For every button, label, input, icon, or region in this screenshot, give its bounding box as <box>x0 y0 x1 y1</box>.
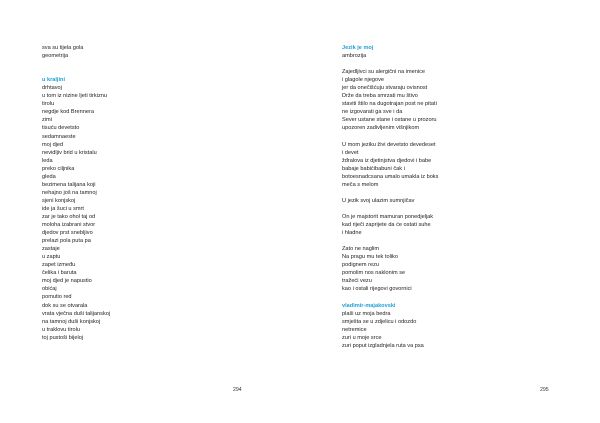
poem-line: u traklovu tirolu <box>42 326 80 333</box>
poem-line: obićaj <box>42 286 57 293</box>
poem-line: zimi <box>42 117 52 124</box>
stanza-gap <box>42 60 110 68</box>
poem-line: U jezik svoj ulazim sumnjičav <box>342 197 415 204</box>
poem-line: vrata vječna duši talijanskoj <box>42 310 111 317</box>
poem-line: sedamnaeste <box>42 133 76 140</box>
poem-line: toj pustoši bijeloj <box>42 334 84 341</box>
poem-line: drhtavoj <box>42 85 62 92</box>
poem-line: tirolu <box>42 101 55 108</box>
poem-line: leda <box>42 157 53 164</box>
poem-line: kao i ostali rijegovi govornici <box>342 286 412 293</box>
poem-line: preko ciljnika <box>42 165 75 172</box>
poem-line: negdje kod Brennera <box>42 109 94 116</box>
poem-title: vladimir-majakovski <box>342 302 396 309</box>
poem-line: Zato ne naglim <box>342 246 380 253</box>
poem-line: i hladne <box>342 230 362 237</box>
poem-line: i devet <box>342 149 359 156</box>
poem-line: zuri u moje srce <box>342 334 382 341</box>
poem-line: zuri poput izgladnjela ruta va psa <box>342 342 424 349</box>
poem-line: nevidljiv brid u kristalu <box>42 149 97 156</box>
poem-line: moloha izabrani stvor <box>42 222 96 229</box>
stanza-gap <box>342 237 438 245</box>
poem-line: zapet između <box>42 262 76 269</box>
poem-line: U mom jeziku živi devetsto devedeset <box>342 141 436 148</box>
poem-line: zar je tako ohol taj od <box>42 213 96 220</box>
poem-line: podignem rezu <box>342 262 380 269</box>
poem-title: Jezik je moj <box>342 45 374 51</box>
poem-line: meča s melom <box>342 181 379 188</box>
poem-line: moj djed je napustio <box>42 278 92 285</box>
poem-line: Sever ustane stane i ostane u prozoru <box>342 117 437 124</box>
poem-line: dok su se otvarala <box>42 302 88 309</box>
poem-line: tisuću devetsto <box>42 125 80 132</box>
poem-line: žđralova iz djetinjstva djedovi i babe <box>342 157 432 164</box>
poem-line: botoesnadcsana umalo umakla iz boks <box>342 173 439 180</box>
poem-line: zastaje <box>42 246 60 253</box>
poem-line: u tom iz nizine ljeti tirkiznu <box>42 93 107 100</box>
poem-line: plaši uz moja bedra <box>342 310 391 317</box>
poem-line: netremice <box>342 326 367 333</box>
poem-line: staviti štilo na dugotrajan post ne pitati <box>342 101 437 108</box>
stanza-gap <box>342 189 438 197</box>
poem-line: čelika i baruta <box>42 270 77 277</box>
poem-line: pomolim nos naklonim se <box>342 270 406 277</box>
poem-line: ne izgovarati ga sve i da <box>342 109 403 116</box>
poem-line: Drže da treba smrzati mu štivo <box>342 93 418 100</box>
right-page <box>300 0 600 423</box>
poem-line: gleda <box>42 173 56 180</box>
poem-line: bezimena talijana koji <box>42 181 96 188</box>
poem-line: ide ja šuci u smrt <box>42 205 84 212</box>
poem-line: moj djed <box>42 141 64 148</box>
opening-line: sva su tijela gola <box>42 45 84 51</box>
poem-line: na tamnoj duši konjskoj <box>42 318 101 325</box>
poem-line: kad riječi zaprijete da će ostati suhe <box>342 222 431 229</box>
poem-line: Zajedljivci su alergični na imenice <box>342 69 426 76</box>
poem-line: pomutio red <box>42 294 72 301</box>
left-text-column <box>42 44 110 342</box>
poem-subtitle: ambrozija <box>342 53 367 60</box>
poem-line: i glagole njegove <box>342 77 384 84</box>
stanza-gap <box>342 293 438 301</box>
stanza-gap <box>342 60 438 68</box>
poem-line: On je majstorit mamuran ponedjeljak <box>342 213 434 220</box>
poem-line: upozoren zadivljenim višnjikom <box>342 125 420 132</box>
right-text-column <box>342 44 438 350</box>
poem-line: babaje babićibabuni čak i <box>342 165 405 172</box>
opening-line: geometrija <box>42 53 69 60</box>
poem-title: u kraljini <box>42 77 66 84</box>
page-number: 294 <box>233 387 242 393</box>
poem-line: nehajno još na tamnoj <box>42 189 97 196</box>
poem-line: sjeni konjskoj <box>42 197 76 204</box>
stanza-gap <box>342 205 438 213</box>
stanza-gap <box>42 68 110 76</box>
poem-line: Na pragu mu tek toliko <box>342 254 398 261</box>
poem-line: djedov prst snebljivo <box>42 230 93 237</box>
page-number: 295 <box>540 387 549 393</box>
poem-line: jer da onečišćuju stvaraju ovisnost <box>342 85 428 92</box>
poem-line: smješta se u zdjelicu i odozdo <box>342 318 417 325</box>
poem-line: tražeći vezu <box>342 278 372 285</box>
stanza-gap <box>342 133 438 141</box>
poem-line: u zaptu <box>42 254 61 261</box>
poem-line: prelazi pola puta pa <box>42 238 91 245</box>
